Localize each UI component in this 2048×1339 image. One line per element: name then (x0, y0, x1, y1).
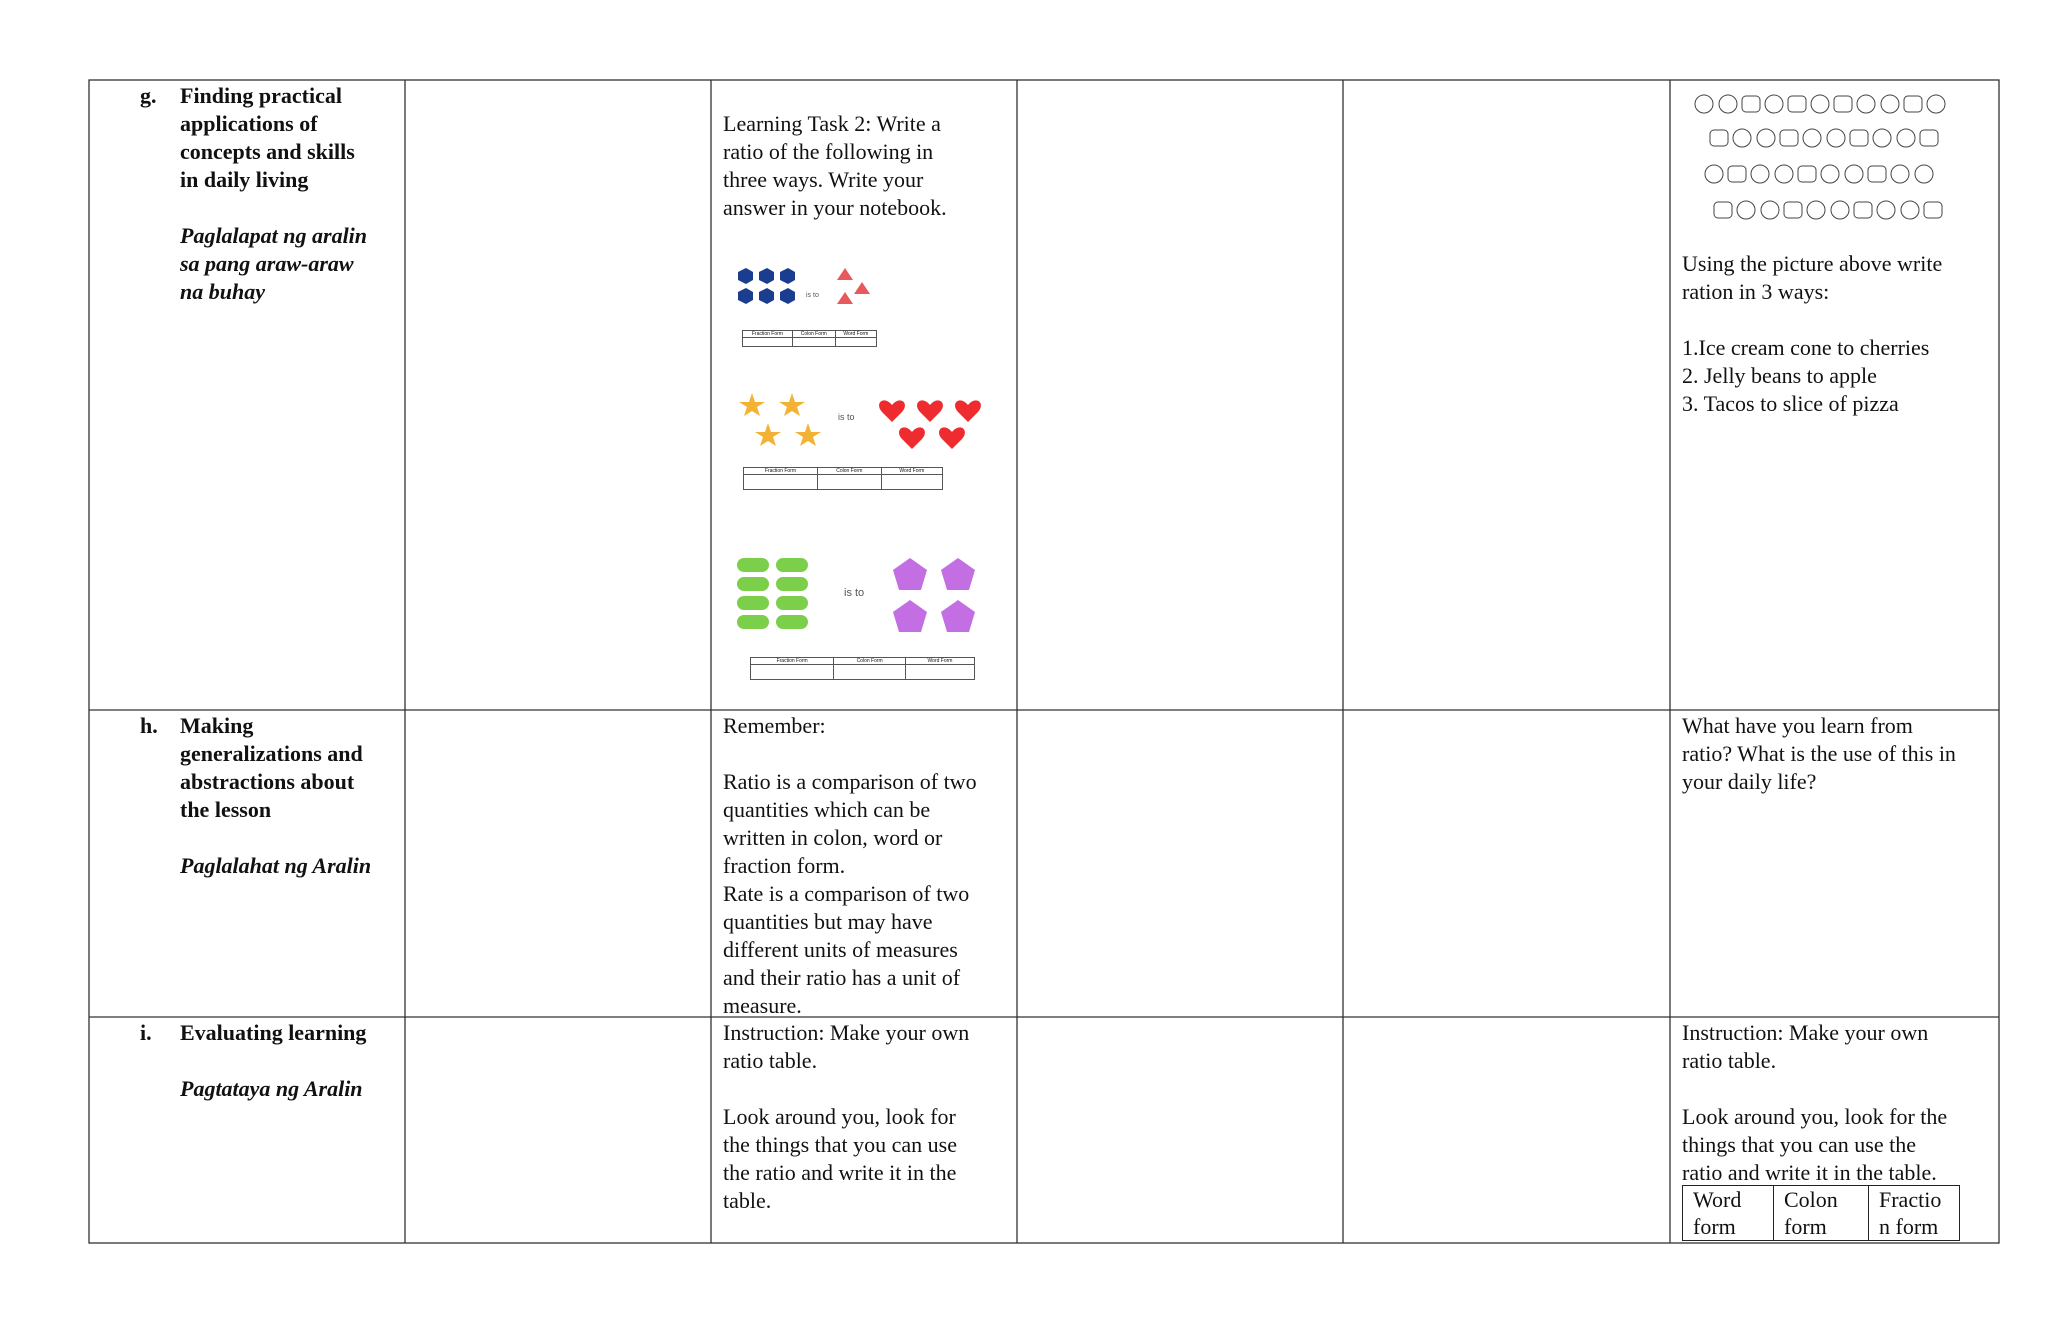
row-i-title (180, 1019, 405, 1103)
text-line: quantities but may have (723, 909, 933, 934)
bean-group (737, 558, 808, 629)
row-h-title (180, 712, 405, 880)
pentagon-shape (941, 558, 975, 590)
heart-shape (879, 400, 905, 422)
row-g-subtitle-line: na buhay (180, 279, 265, 304)
worksheet-header: Word Form (835, 331, 876, 338)
hexagon-shape (759, 288, 774, 304)
row-g-title-line: Finding practical (180, 83, 342, 108)
text-line: Ratio is a comparison of two (723, 769, 977, 794)
worksheet-header: Fraction Form (743, 331, 793, 338)
row-g-subtitle-line: sa pang araw-araw (180, 251, 354, 276)
text-line: table. (723, 1188, 772, 1213)
row-h-reflection (1672, 708, 1997, 800)
text-line: ratio and write it in the table. (1682, 1160, 1937, 1185)
hexagon-shape (759, 268, 774, 284)
text-line: different units of measures (723, 937, 958, 962)
food-row (1695, 95, 1945, 113)
hexagon-group (738, 268, 795, 304)
worksheet-header: Fraction Form (751, 658, 834, 665)
bean-shape (776, 596, 808, 610)
food-row (1705, 165, 1933, 183)
text-line: things that you can use the (1682, 1132, 1917, 1157)
row-h-subtitle-line: Paglalahat ng Aralin (180, 853, 372, 878)
star-shape (755, 423, 781, 446)
form-table-text: Fractio (1879, 1187, 1942, 1212)
star-shape (795, 423, 821, 446)
ratio-worksheet-image (720, 260, 1010, 700)
worksheet-header: Colon Form (817, 468, 881, 475)
bean-shape (737, 577, 769, 591)
text-line: three ways. Write your (723, 167, 924, 192)
text-line: ratio table. (723, 1048, 818, 1073)
pentagon-shape (893, 600, 927, 632)
bean-shape (776, 558, 808, 572)
text-line: 2. Jelly beans to apple (1682, 363, 1877, 388)
text-line: ratio? What is the use of this in (1682, 741, 1956, 766)
row-h-title-line: the lesson (180, 797, 272, 822)
text-line: fraction form. (723, 853, 846, 878)
bean-shape (776, 577, 808, 591)
hexagon-shape (780, 288, 795, 304)
row-i-instruction (713, 1015, 1013, 1219)
row-h-letter: h. (140, 713, 158, 738)
row-i-instruction-right (1672, 1015, 1997, 1191)
text-line: Learning Task 2: Write a (723, 111, 941, 136)
worksheet-header: Word Form (881, 468, 942, 475)
row-g-picture-task (1672, 246, 1997, 422)
text-line: What have you learn from (1682, 713, 1913, 738)
pentagon-shape (941, 600, 975, 632)
row-h-title-line: Making (180, 713, 254, 738)
row-g-title-line: in daily living (180, 167, 309, 192)
star-shape (779, 393, 805, 416)
row-g-learning-task (713, 106, 1013, 226)
is-to-label-1: is to (806, 292, 819, 299)
bean-shape (776, 615, 808, 629)
form-table-cell (1774, 1186, 1869, 1241)
text-line: 1.Ice cream cone to cherries (1682, 335, 1930, 360)
star-shape (739, 393, 765, 416)
triangle-shape (837, 292, 853, 304)
row-g-title (180, 82, 400, 306)
text-line: the ratio and write it in the (723, 1160, 957, 1185)
heart-shape (955, 400, 981, 422)
bean-shape (737, 558, 769, 572)
form-table-text: form (1784, 1214, 1827, 1239)
text-line: measure. (723, 993, 802, 1018)
text-line: the things that you can use (723, 1132, 958, 1157)
food-lineart-image (1690, 86, 1960, 246)
row-g-letter: g. (140, 83, 157, 108)
hexagon-shape (780, 268, 795, 284)
text-line: and their ratio has a unit of (723, 965, 961, 990)
text-line: Using the picture above write (1682, 251, 1943, 276)
form-table-cell (1869, 1186, 1960, 1241)
hexagon-shape (738, 268, 753, 284)
text-line: Look around you, look for (723, 1104, 956, 1129)
worksheet-table-1 (742, 330, 877, 347)
is-to-label-3: is to (844, 587, 865, 599)
text-line: quantities which can be (723, 797, 931, 822)
row-h-title-line: generalizations and (180, 741, 363, 766)
text-line: Instruction: Make your own (1682, 1020, 1929, 1045)
row-h-title-line: abstractions about (180, 769, 355, 794)
text-line: 3. Tacos to slice of pizza (1682, 391, 1899, 416)
row-g-subtitle-line: Paglalapat ng aralin (180, 223, 368, 248)
text-line: Instruction: Make your own (723, 1020, 970, 1045)
food-row (1714, 201, 1942, 219)
pentagon-group (893, 558, 975, 632)
row-g-title-line: concepts and skills (180, 139, 355, 164)
heart-shape (899, 427, 925, 449)
worksheet-header: Colon Form (792, 331, 835, 338)
food-row (1710, 129, 1938, 147)
triangle-shape (837, 268, 853, 280)
hexagon-shape (738, 288, 753, 304)
text-line: Rate is a comparison of two (723, 881, 970, 906)
row-i-subtitle-line: Pagtataya ng Aralin (180, 1076, 363, 1101)
star-group (739, 393, 821, 446)
text-line: ratio table. (1682, 1048, 1777, 1073)
bean-shape (737, 615, 769, 629)
form-table-text: form (1693, 1214, 1736, 1239)
heart-group (879, 400, 981, 449)
worksheet-table-3 (750, 657, 975, 680)
row-i-title-line: Evaluating learning (180, 1020, 367, 1045)
heart-shape (917, 400, 943, 422)
pentagon-shape (893, 558, 927, 590)
worksheet-table-2 (743, 467, 943, 490)
text-line: Remember: (723, 713, 826, 738)
text-line: your daily life? (1682, 769, 1817, 794)
bean-shape (737, 596, 769, 610)
triangle-group (837, 268, 870, 304)
form-table-cell (1683, 1186, 1774, 1241)
text-line: answer in your notebook. (723, 195, 947, 220)
text-line: written in colon, word or (723, 825, 943, 850)
text-line: Look around you, look for the (1682, 1104, 1948, 1129)
worksheet-header: Word Form (906, 658, 975, 665)
is-to-label-2: is to (838, 412, 855, 422)
form-table-text: Word (1693, 1187, 1742, 1212)
worksheet-header: Colon Form (834, 658, 906, 665)
form-table-text: Colon (1784, 1187, 1838, 1212)
text-line: ration in 3 ways: (1682, 279, 1830, 304)
text-line: ratio of the following in (723, 139, 934, 164)
row-g-title-line: applications of (180, 111, 318, 136)
row-i-letter: i. (140, 1020, 152, 1045)
ratio-form-table (1682, 1185, 1960, 1241)
worksheet-header: Fraction Form (744, 468, 818, 475)
heart-shape (939, 427, 965, 449)
row-h-remember (713, 708, 1013, 1024)
triangle-shape (854, 282, 870, 294)
form-table-text: n form (1879, 1214, 1939, 1239)
